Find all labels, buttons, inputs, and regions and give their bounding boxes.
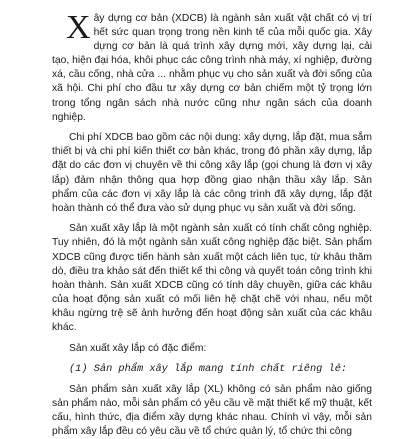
feature-1-paragraph: Sản phẩm sản xuất xây lắp (XL) không có sản phẩm nào giống sản phẩm nào, mỗi sản phẩm có yêu cầu về mặt thiết kế mỹ thuật, kết cấu, hình thức, địa điểm xây dựng khác nhau. Chính vì vậy, mỗi sản phẩm xây lắp đều có yêu cầu về tổ chức quản lý, tổ chức thi công — [52, 383, 372, 438]
feature-1-subheading: (1) Sản phẩm xây lắp mang tính chất riêng lẻ: — [69, 363, 348, 376]
features-heading: Sản xuất xây lắp có đặc điểm: — [69, 342, 207, 354]
drop-cap: X — [66, 9, 91, 46]
cost-paragraph: Chi phí XDCB bao gồm các nội dung: xây dựng, lắp đặt, mua sắm thiết bị và chi phí kiến thiết cơ bản khác, trong đó phần xây dựng, lắp đặt do các đơn vị chuyên về thi công xây lắp (gọi chung là đơn vị xây lắp) đảm nhận thông qua hợp đồng giao nhận thầu xây lắp. Sản phẩm của các đơn vị xây lắp là các công trình đã xây dựng, lắp đặt hoàn thành có thể đưa vào sử dụng phục vụ sản xuất và đời sống. — [52, 132, 372, 214]
intro-paragraph-text: ây dựng cơ bản (XDCB) là ngành sản xuất vật chất có vị trí hết sức quan trọng trong nền kinh tế của mỗi quốc gia. Xây dựng cơ bản là quá trình xây dựng mới, xây dựng lại, cải tạo, hiện đại hóa, khôi phục các công trình nhà máy, xí nghiệp, đường xá, cầu cống, nhà cửa ... nhằm phục vụ cho sản xuất và đời sống của xã hội. Chi phí cho đầu tư xây dựng cơ bản chiếm một tỷ trọng lớn trong tổng ngân sách nhà nước cũng như ngân sách của doanh nghiệp. — [52, 13, 372, 123]
intro-paragraph — [52, 9, 372, 125]
industry-paragraph: Sản xuất xây lắp là một ngành sản xuất có tính chất công nghiệp. Tuy nhiên, đó là một ngành sản xuất công nghiệp đặc biệt. Sản phẩm XDCB cũng được tiến hành sản xuất một cách liên tục, từ khâu thăm dò, điều tra khảo sát đến thiết kế thi công và quyết toán công trình khi hoàn thành. Sản xuất XDCB cũng có tính dây chuyền, giữa các khâu của hoạt động sản xuất có mối liên hệ chặt chẽ với nhau, nếu một khâu ngừng trệ sẽ ảnh hưởng đến hoạt động sản xuất của các khâu khác. — [52, 223, 372, 333]
